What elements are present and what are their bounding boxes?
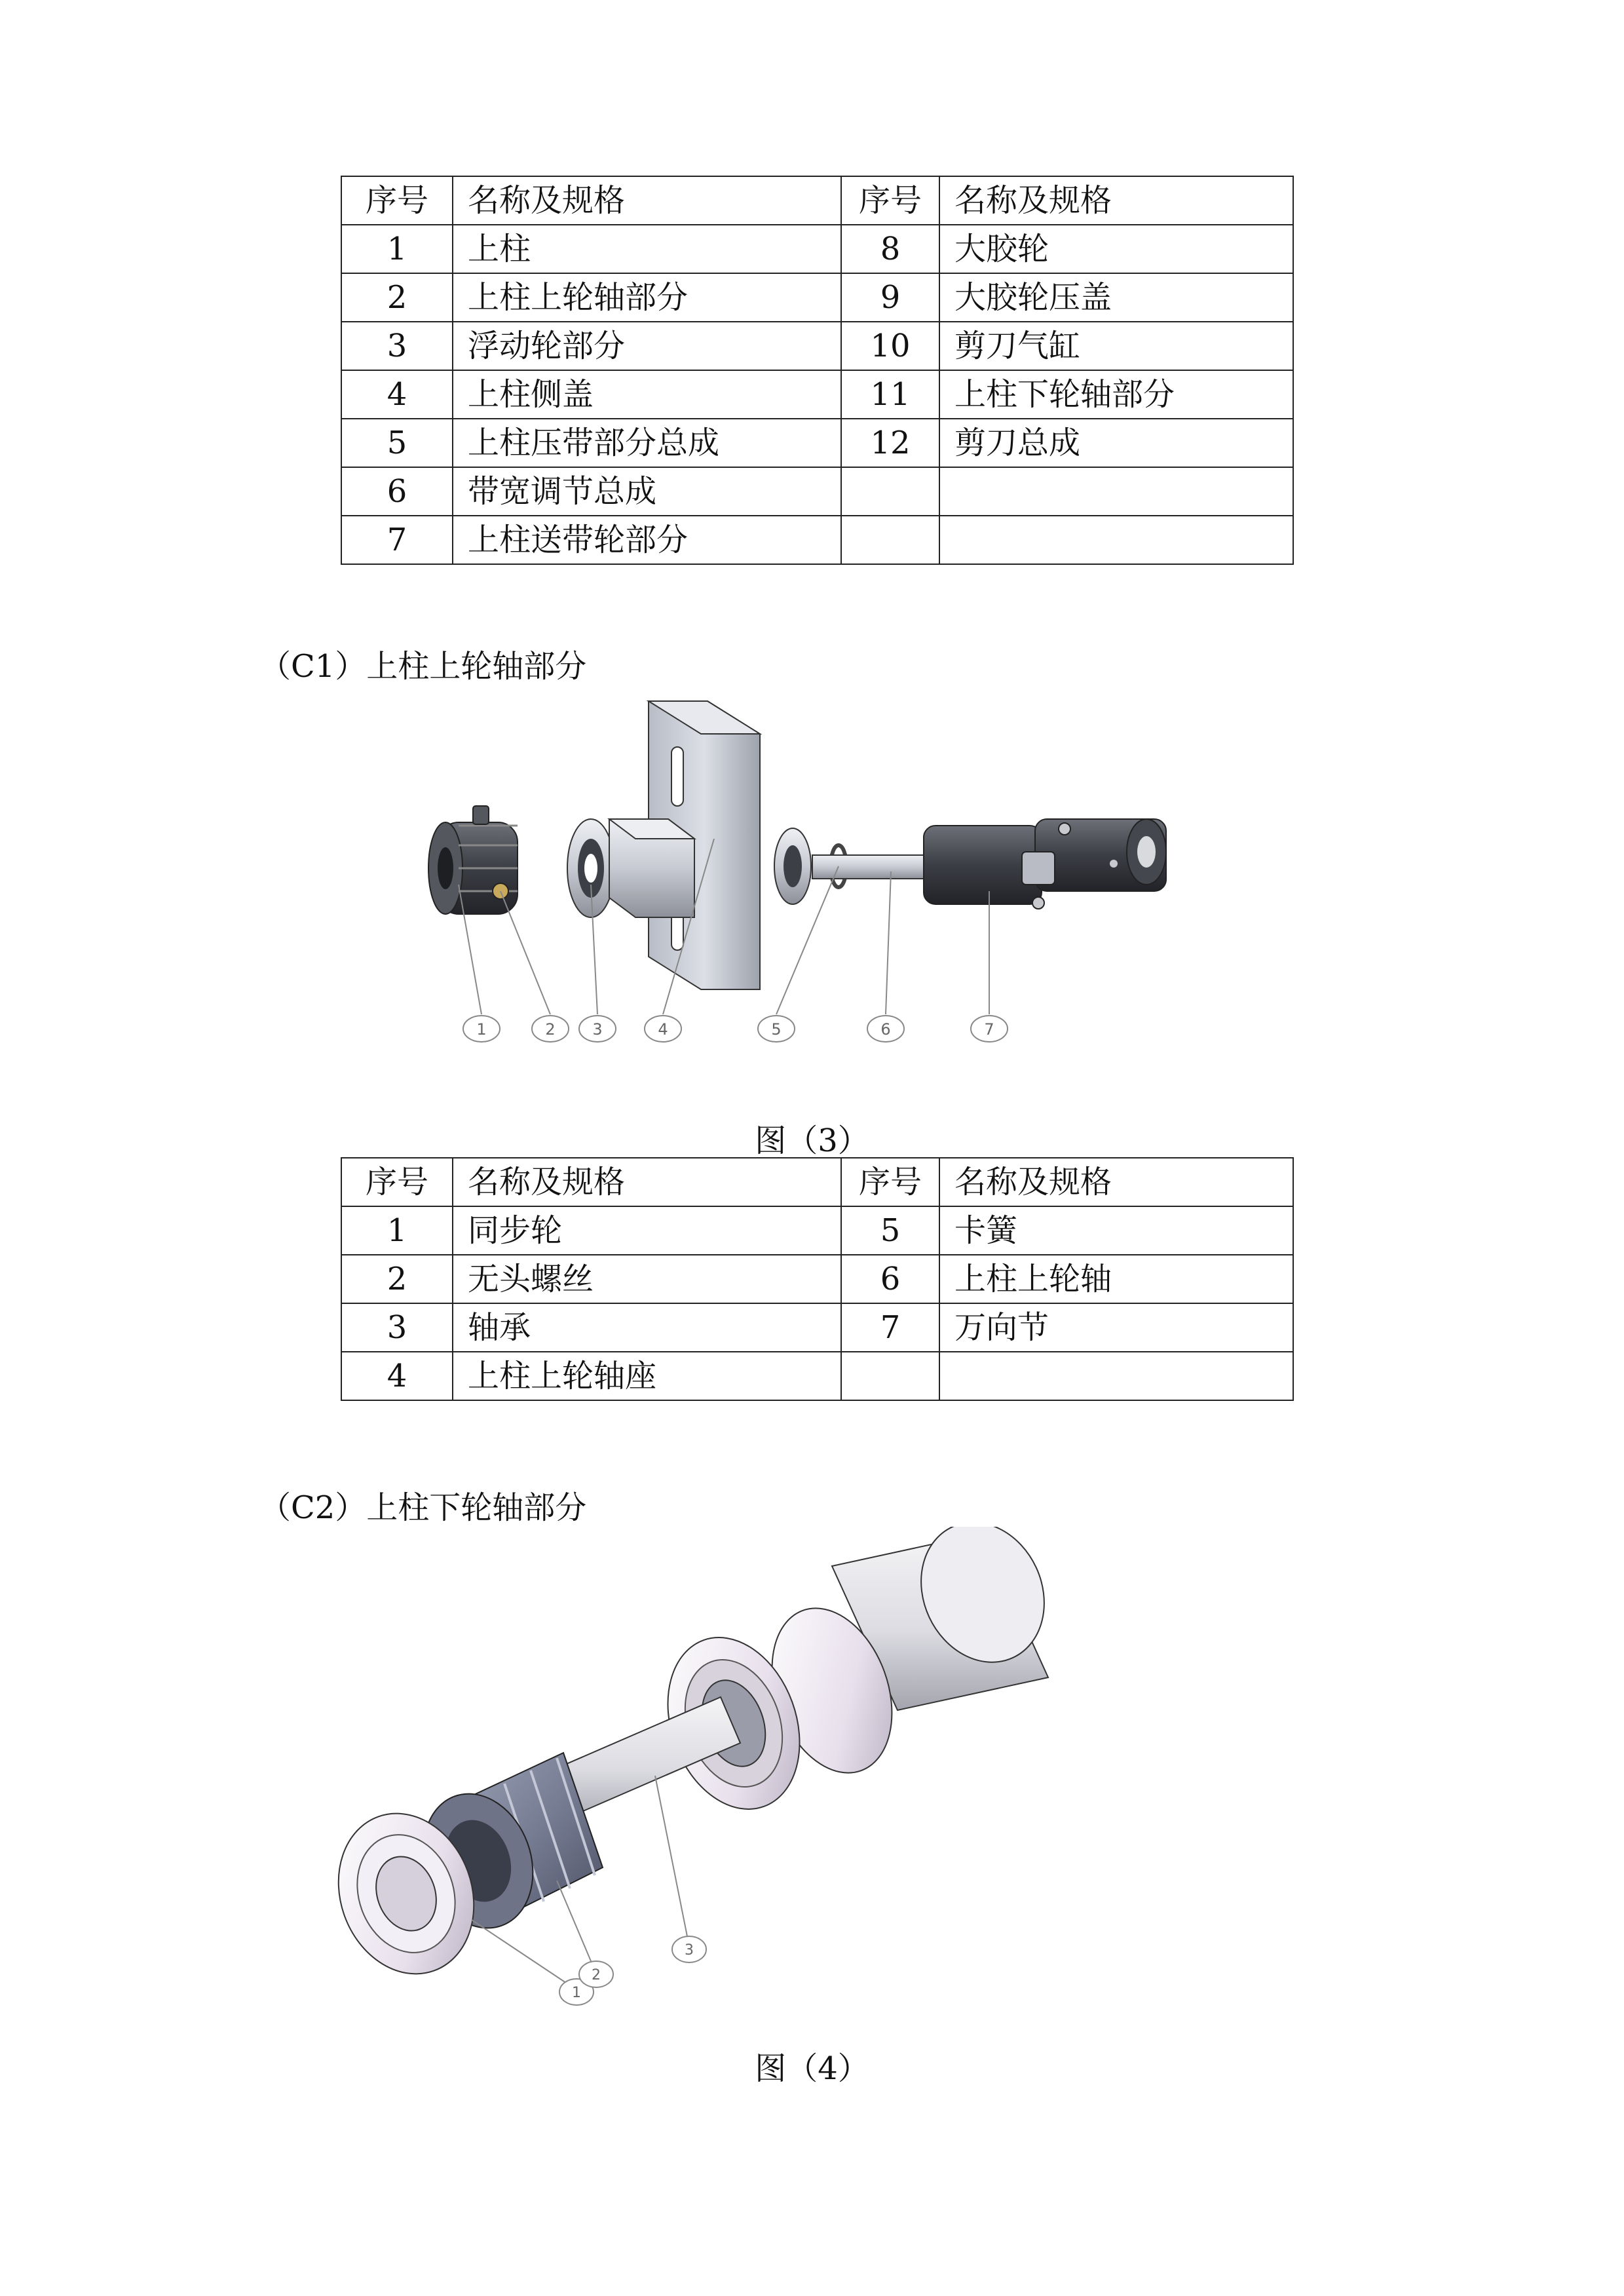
table-row xyxy=(341,1303,1293,1352)
item-name: 上柱送带轮部分 xyxy=(453,516,841,564)
callout-label: 7 xyxy=(984,1020,994,1039)
callout-label: 2 xyxy=(592,1967,601,1983)
item-number: 1 xyxy=(341,1206,453,1255)
table-row xyxy=(341,370,1293,419)
table-row xyxy=(341,322,1293,370)
header-cell: 名称及规格 xyxy=(939,176,1293,225)
item-number: 4 xyxy=(341,1352,453,1400)
item-name: 上柱上轮轴 xyxy=(939,1255,1293,1303)
parts-table-upper-column xyxy=(341,176,1294,565)
item-number: 6 xyxy=(341,467,453,516)
callout-6 xyxy=(867,1016,904,1042)
bearing-rear-part xyxy=(774,828,811,904)
item-name: 上柱侧盖 xyxy=(453,370,841,419)
item-name: 浮动轮部分 xyxy=(453,322,841,370)
item-name: 上柱上轮轴座 xyxy=(453,1352,841,1400)
header-cell: 序号 xyxy=(341,1158,453,1206)
table-row xyxy=(341,516,1293,564)
table-row xyxy=(341,273,1293,322)
item-name: 上柱 xyxy=(453,225,841,273)
item-number xyxy=(841,467,939,516)
table-row xyxy=(341,1352,1293,1400)
item-name xyxy=(939,1352,1293,1400)
timing-pulley-part xyxy=(428,806,518,914)
callout-2 xyxy=(579,1961,613,1987)
item-number xyxy=(841,1352,939,1400)
universal-joint-part xyxy=(924,819,1166,909)
figure-caption-3: 图（3） xyxy=(755,1122,869,1159)
section-heading-c1: （C1）上柱上轮轴部分 xyxy=(259,648,587,685)
header-cell: 名称及规格 xyxy=(453,1158,841,1206)
table-row xyxy=(341,225,1293,273)
callout-label: 1 xyxy=(476,1020,487,1039)
figure-3-exploded-upper-shaft xyxy=(419,695,1258,1062)
header-cell: 名称及规格 xyxy=(939,1158,1293,1206)
item-name: 轴承 xyxy=(453,1303,841,1352)
table-row xyxy=(341,467,1293,516)
item-name: 大胶轮压盖 xyxy=(939,273,1293,322)
item-name: 同步轮 xyxy=(453,1206,841,1255)
item-number: 7 xyxy=(841,1303,939,1352)
item-number: 12 xyxy=(841,419,939,467)
callout-label: 2 xyxy=(545,1020,556,1039)
header-cell: 序号 xyxy=(341,176,453,225)
item-number: 3 xyxy=(341,322,453,370)
item-name: 大胶轮 xyxy=(939,225,1293,273)
callout-label: 1 xyxy=(572,1985,581,2001)
item-name: 剪刀总成 xyxy=(939,419,1293,467)
figure-caption-4: 图（4） xyxy=(755,2050,869,2087)
table-row xyxy=(341,1255,1293,1303)
bearing-part xyxy=(567,819,614,917)
callout-4 xyxy=(645,1016,681,1042)
item-name xyxy=(939,516,1293,564)
item-number: 10 xyxy=(841,322,939,370)
header-cell: 序号 xyxy=(841,176,939,225)
item-number: 4 xyxy=(341,370,453,419)
item-number: 7 xyxy=(341,516,453,564)
callout-3 xyxy=(672,1936,706,1962)
item-number: 2 xyxy=(341,273,453,322)
callout-5 xyxy=(758,1016,795,1042)
item-number xyxy=(841,516,939,564)
item-number: 2 xyxy=(341,1255,453,1303)
figure-4-lower-shaft-assembly xyxy=(288,1527,1140,2025)
item-number: 9 xyxy=(841,273,939,322)
callout-2 xyxy=(532,1016,569,1042)
callout-1 xyxy=(463,1016,500,1042)
parts-table-upper-shaft xyxy=(341,1157,1294,1401)
item-number: 8 xyxy=(841,225,939,273)
table-row xyxy=(341,419,1293,467)
item-number: 11 xyxy=(841,370,939,419)
item-name: 万向节 xyxy=(939,1303,1293,1352)
callout-label: 3 xyxy=(592,1020,603,1039)
item-name: 剪刀气缸 xyxy=(939,322,1293,370)
table-header-row xyxy=(341,1158,1293,1206)
header-cell: 序号 xyxy=(841,1158,939,1206)
header-cell: 名称及规格 xyxy=(453,176,841,225)
item-name: 卡簧 xyxy=(939,1206,1293,1255)
section-heading-c2: （C2）上柱下轮轴部分 xyxy=(259,1489,587,1526)
item-number: 1 xyxy=(341,225,453,273)
callout-7 xyxy=(971,1016,1008,1042)
item-name xyxy=(939,467,1293,516)
item-number: 5 xyxy=(841,1206,939,1255)
shaft-seat-part xyxy=(609,701,760,989)
item-name: 无头螺丝 xyxy=(453,1255,841,1303)
callout-label: 6 xyxy=(880,1020,891,1039)
callout-label: 4 xyxy=(658,1020,668,1039)
table-row xyxy=(341,1206,1293,1255)
table-header-row xyxy=(341,176,1293,225)
item-number: 5 xyxy=(341,419,453,467)
item-name: 上柱下轮轴部分 xyxy=(939,370,1293,419)
callout-label: 5 xyxy=(771,1020,782,1039)
item-name: 上柱压带部分总成 xyxy=(453,419,841,467)
callout-3 xyxy=(579,1016,616,1042)
callout-label: 3 xyxy=(685,1942,694,1959)
item-number: 3 xyxy=(341,1303,453,1352)
item-name: 带宽调节总成 xyxy=(453,467,841,516)
item-name: 上柱上轮轴部分 xyxy=(453,273,841,322)
item-number: 6 xyxy=(841,1255,939,1303)
